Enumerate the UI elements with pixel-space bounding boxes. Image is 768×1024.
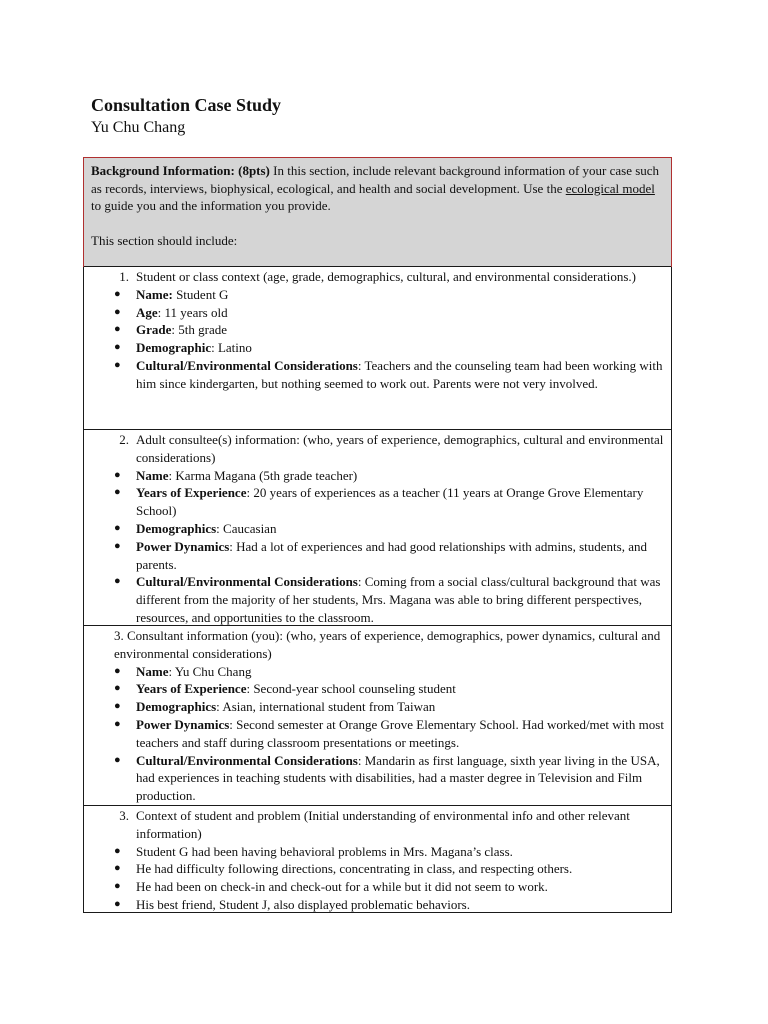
section-lead-text: Student or class context (age, grade, demographics, cultural, and environmental considerations.) bbox=[136, 269, 636, 284]
header-heading: Background Information: (8pts) bbox=[91, 163, 270, 178]
item-value: : 20 years of experiences as a teacher (11 years at Orange Grove Elementary School) bbox=[136, 485, 644, 519]
bullet-icon: ● bbox=[114, 358, 121, 371]
bullet-icon: ● bbox=[114, 341, 121, 354]
bullet-icon: ● bbox=[114, 521, 121, 534]
list-item bbox=[91, 357, 664, 393]
item-value: : Asian, international student from Taiwan bbox=[216, 699, 436, 715]
item-label: Years of Experience bbox=[136, 681, 247, 697]
item-label: Name bbox=[136, 663, 169, 679]
section-lead-text: Consultant information (you): (who, years of experience, demographics, power dynamics, cultural and environmental considerations) bbox=[114, 628, 661, 661]
list-item bbox=[91, 843, 664, 861]
item-label: Age bbox=[136, 304, 158, 320]
item-value: He had been on check-in and check-out for a while but it did not seem to work. bbox=[136, 879, 548, 895]
list-item bbox=[91, 752, 664, 805]
item-value: : Mandarin as first language, sixth year living in the USA, had experiences in teaching students with disabilities, had a master degree in Television and Film production. bbox=[136, 752, 660, 804]
list-item bbox=[91, 321, 664, 339]
item-label: Grade bbox=[136, 322, 172, 338]
section-number: 2. bbox=[119, 432, 129, 447]
item-label: Name bbox=[136, 467, 169, 483]
header-intro-2: to guide you and the information you provide. bbox=[91, 198, 331, 213]
section-lead bbox=[91, 807, 664, 843]
item-label: Years of Experience bbox=[136, 485, 247, 501]
bullet-icon: ● bbox=[114, 700, 121, 713]
item-label: Demographics bbox=[136, 520, 217, 536]
bullet-icon: ● bbox=[114, 717, 121, 730]
item-value: : Second semester at Orange Grove Elementary School. Had worked/met with most teachers and staff during classroom presentations or meetings. bbox=[136, 716, 664, 750]
section-lead bbox=[91, 627, 664, 663]
bullet-icon: ● bbox=[114, 323, 121, 336]
bullet-icon: ● bbox=[114, 682, 121, 695]
list-item bbox=[91, 896, 664, 912]
bullet-icon: ● bbox=[114, 844, 121, 857]
item-label: Demographics bbox=[136, 699, 217, 715]
section-lead-text: Context of student and problem (Initial understanding of environmental info and other relevant information) bbox=[136, 808, 630, 841]
list-item bbox=[91, 286, 664, 304]
item-value: : Second-year school counseling student bbox=[246, 681, 456, 697]
header-intro-1: In this section, include relevant background information of your case such as records, interviews, biophysical, ecological, and health and social development. Use the bbox=[91, 163, 660, 196]
background-info-header bbox=[83, 157, 672, 267]
list-item bbox=[91, 860, 664, 878]
item-label: Cultural/Environmental Considerations bbox=[136, 574, 358, 590]
item-value: : Teachers and the counseling team had been working with him since kindergarten, but nothing seemed to work out. Parents were not very involved. bbox=[136, 357, 663, 391]
list-item bbox=[91, 484, 664, 520]
document-title: Consultation Case Study bbox=[91, 95, 282, 115]
section-consultant-info bbox=[84, 625, 671, 805]
item-value: His best friend, Student J, also displayed problematic behaviors. bbox=[136, 896, 470, 912]
list-item bbox=[91, 663, 664, 681]
item-value: : Latino bbox=[211, 340, 252, 356]
bullet-icon: ● bbox=[114, 539, 121, 552]
bullet-icon: ● bbox=[114, 753, 121, 766]
item-value: Student G bbox=[172, 286, 229, 302]
item-value: He had difficulty following directions, concentrating in class, and respecting others. bbox=[136, 861, 573, 877]
bullet-icon: ● bbox=[114, 664, 121, 677]
ecological-model-link[interactable]: ecological model bbox=[565, 180, 655, 196]
document-author: Yu Chu Chang bbox=[91, 119, 186, 136]
item-value: : 5th grade bbox=[171, 322, 227, 338]
item-value: : Had a lot of experiences and had good relationships with admins, students, and parents. bbox=[136, 538, 647, 572]
list-item bbox=[91, 339, 664, 357]
item-label: Demographic bbox=[136, 340, 212, 356]
section-lead bbox=[91, 431, 664, 467]
section-number: 1. bbox=[119, 269, 129, 284]
bullet-icon: ● bbox=[114, 287, 121, 300]
item-value: : Coming from a social class/cultural background that was different from the majority of her students, Mrs. Magana was able to bring different perspectives, resources, and opportunities to the classroom. bbox=[136, 574, 661, 625]
item-value: : 11 years old bbox=[157, 304, 228, 320]
bullet-icon: ● bbox=[114, 880, 121, 893]
item-label: Power Dynamics bbox=[136, 538, 230, 554]
section-student-context bbox=[84, 266, 671, 429]
bullet-icon: ● bbox=[114, 862, 121, 875]
bullet-icon: ● bbox=[114, 305, 121, 318]
list-item bbox=[91, 304, 664, 322]
item-label: Power Dynamics bbox=[136, 716, 230, 732]
item-value: : Yu Chu Chang bbox=[168, 663, 252, 679]
section-lead bbox=[91, 268, 664, 286]
item-value: : Caucasian bbox=[216, 520, 277, 536]
list-item bbox=[91, 878, 664, 896]
bullet-icon: ● bbox=[114, 486, 121, 499]
header-paragraph bbox=[91, 162, 664, 215]
list-item bbox=[91, 573, 664, 625]
list-item bbox=[91, 520, 664, 538]
item-label: Cultural/Environmental Considerations bbox=[136, 752, 358, 768]
case-study-table bbox=[83, 157, 672, 913]
item-label: Cultural/Environmental Considerations bbox=[136, 357, 358, 373]
item-label: Name: bbox=[136, 286, 173, 302]
section-number: 3. bbox=[119, 808, 129, 823]
list-item bbox=[91, 716, 664, 752]
bullet-icon: ● bbox=[114, 468, 121, 481]
section-lead-text: Adult consultee(s) information: (who, years of experience, demographics, cultural and environmental considerations) bbox=[136, 432, 664, 465]
bullet-icon: ● bbox=[114, 575, 121, 588]
header-include-note: This section should include: bbox=[91, 233, 238, 248]
list-item bbox=[91, 698, 664, 716]
bullet-icon: ● bbox=[114, 897, 121, 910]
item-value: : Karma Magana (5th grade teacher) bbox=[168, 467, 358, 483]
list-item bbox=[91, 680, 664, 698]
list-item bbox=[91, 467, 664, 485]
section-number: 3. bbox=[114, 628, 124, 643]
item-value: Student G had been having behavioral problems in Mrs. Magana’s class. bbox=[136, 843, 513, 859]
section-consultee-info bbox=[84, 429, 671, 625]
section-problem-context bbox=[84, 805, 671, 912]
list-item bbox=[91, 538, 664, 574]
